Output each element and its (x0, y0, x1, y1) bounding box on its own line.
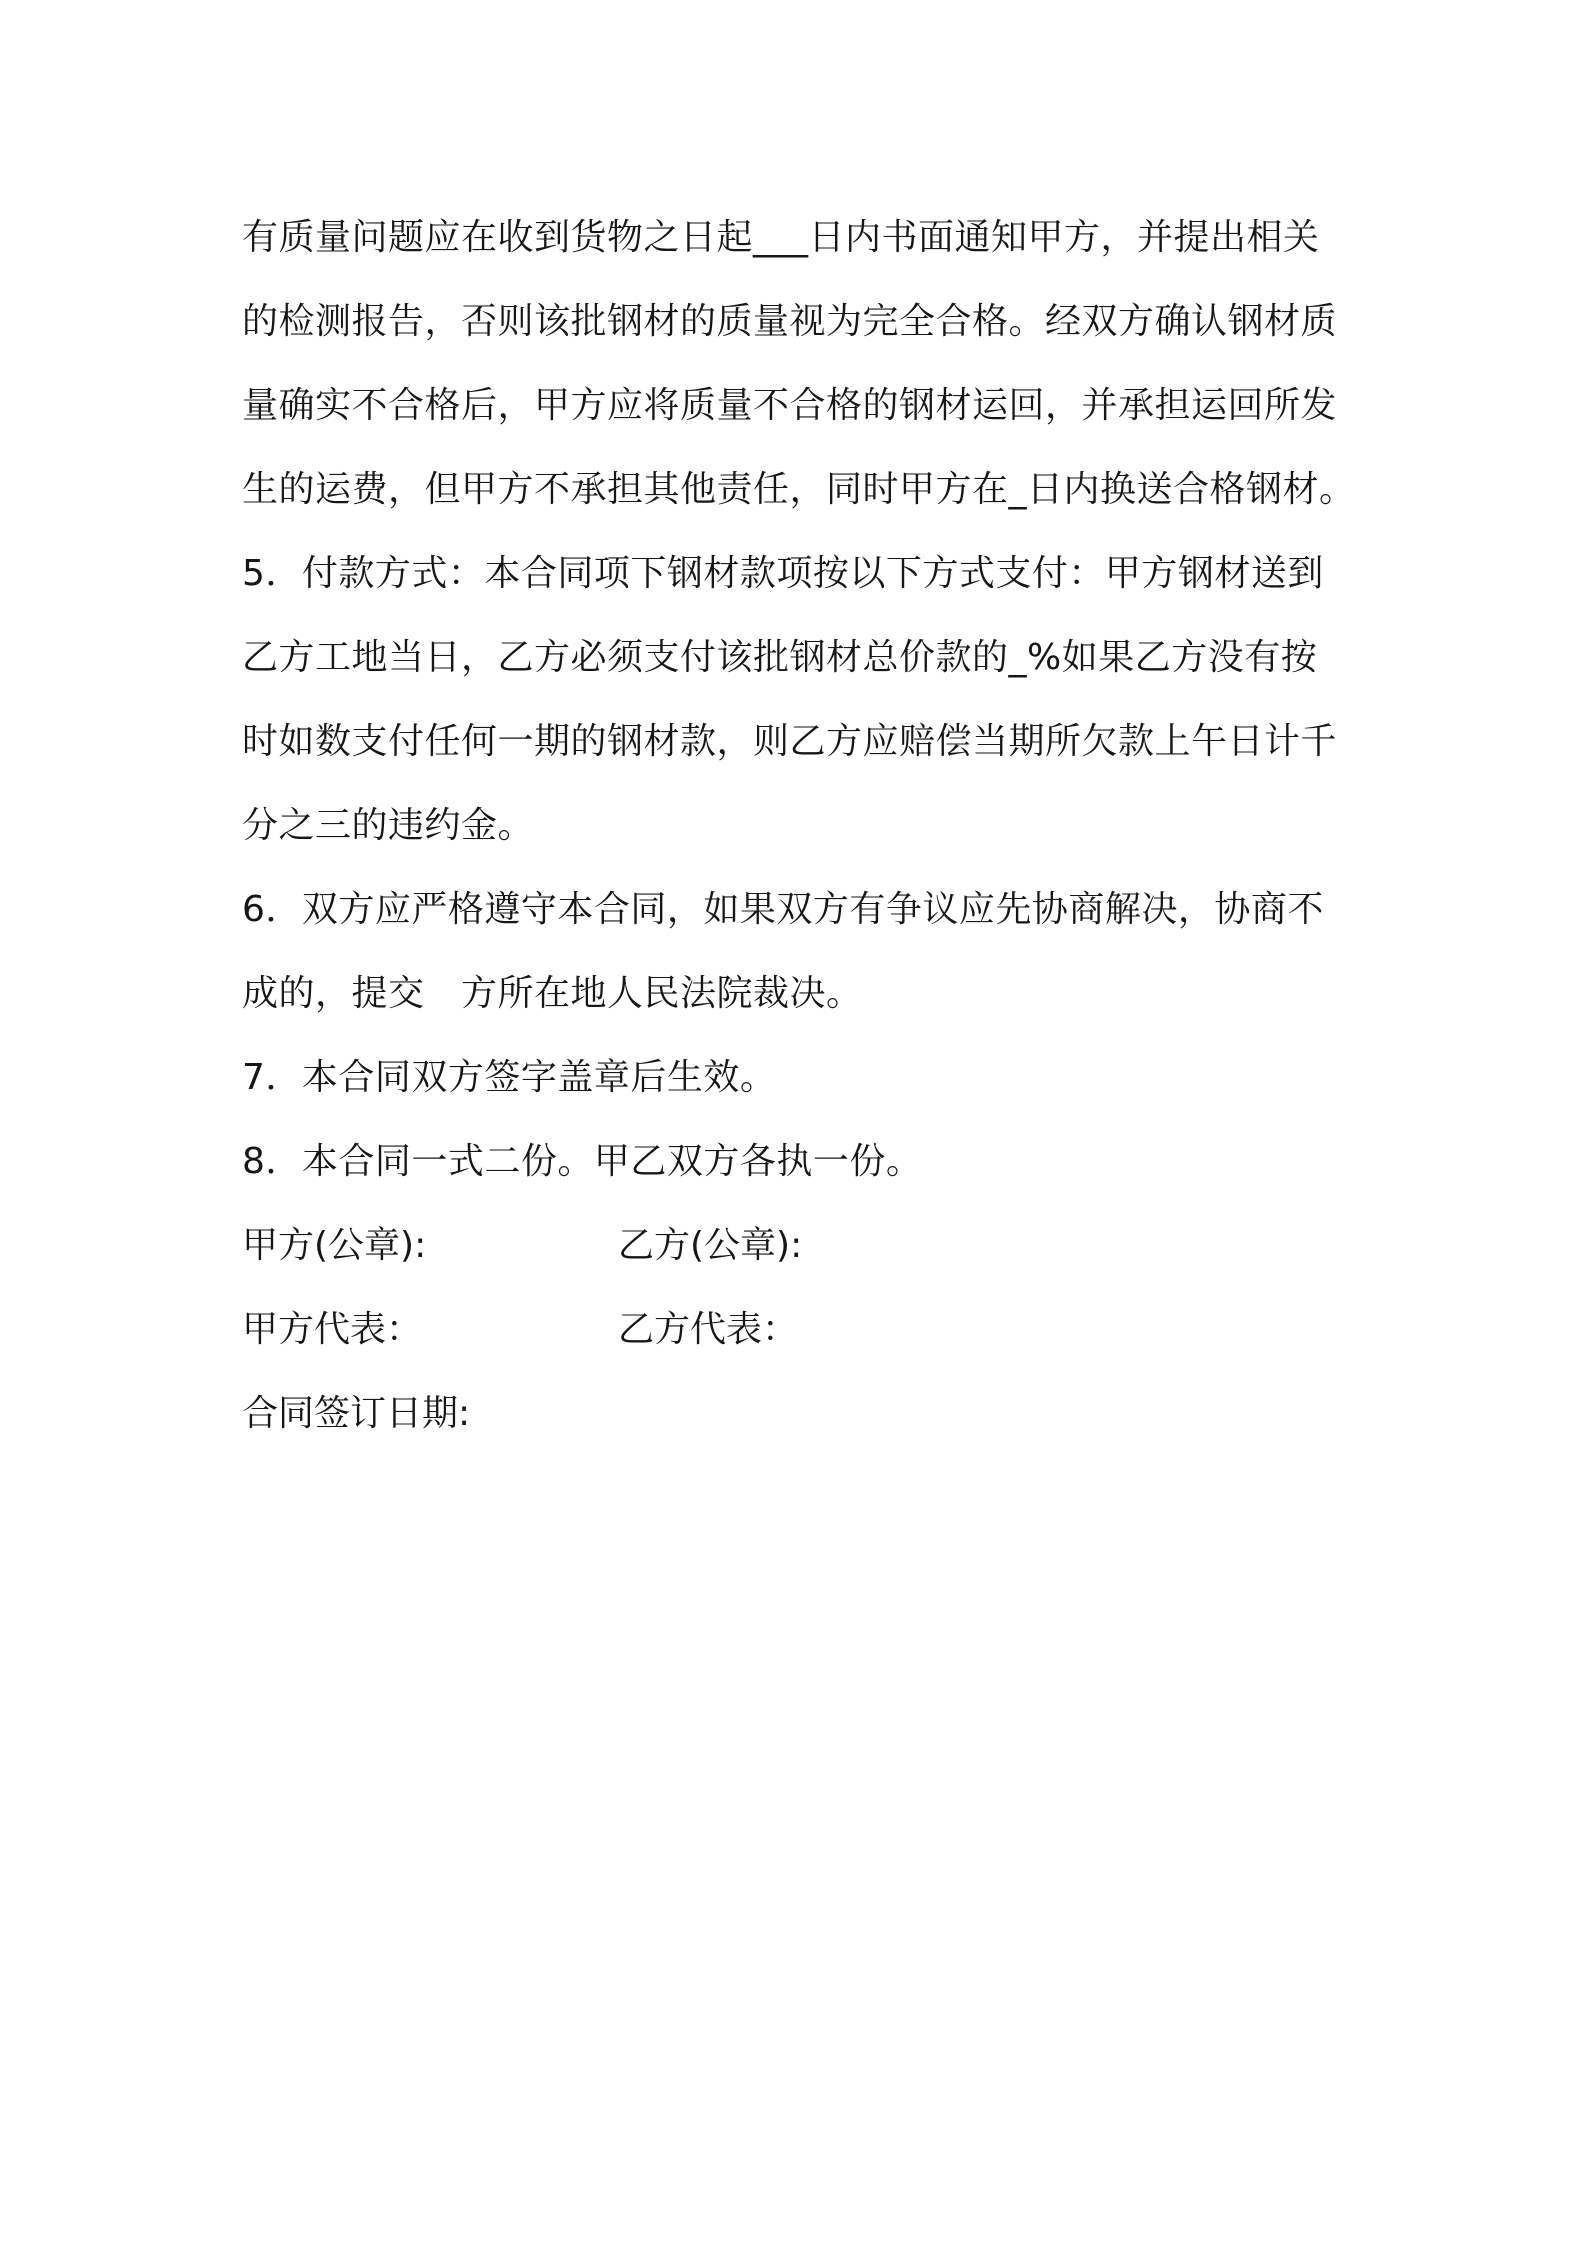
text-line: 生的运费，但甲方不承担其他责任，同时甲方在_日内换送合格钢材。 (242, 469, 1356, 510)
party-b-rep-label: 乙方代表： (618, 1309, 799, 1350)
text-line: 成的，提交 方所在地人民法院裁决。 (242, 973, 863, 1014)
text-line: 的检测报告，否则该批钢材的质量视为完全合格。经双方确认钢材质 (242, 301, 1338, 342)
text-line: 乙方工地当日，乙方必须支付该批钢材总价款的_%如果乙方没有按 (242, 637, 1318, 678)
clause-6-line: 6．双方应严格遵守本合同，如果双方有争议应先协商解决，协商不 (242, 889, 1324, 930)
text-line: 分之三的违约金。 (242, 805, 535, 846)
party-a-seal-label: 甲方(公章): (242, 1225, 427, 1266)
party-b-seal-label: 乙方(公章): (618, 1225, 803, 1266)
text-line: 量确实不合格后，甲方应将质量不合格的钢材运回，并承担运回所发 (242, 385, 1338, 426)
sign-date-label: 合同签订日期: (242, 1393, 471, 1434)
text-line: 有质量问题应在收到货物之日起___日内书面通知甲方，并提出相关 (242, 217, 1320, 258)
sign-date-row (242, 1372, 1362, 1456)
clause-8-line: 8．本合同一式二份。甲乙双方各执一份。 (242, 1141, 923, 1182)
party-a-rep-label: 甲方代表： (242, 1309, 423, 1350)
text-line: 时如数支付任何一期的钢材款，则乙方应赔偿当期所欠款上午日计千 (242, 721, 1338, 762)
clause-7-line: 7．本合同双方签字盖章后生效。 (242, 1057, 777, 1098)
representative-row (242, 1288, 1362, 1372)
seal-row (242, 1204, 1362, 1288)
clause-5-line: 5．付款方式：本合同项下钢材款项按以下方式支付：甲方钢材送到 (242, 553, 1324, 594)
contract-body (242, 196, 1362, 1456)
